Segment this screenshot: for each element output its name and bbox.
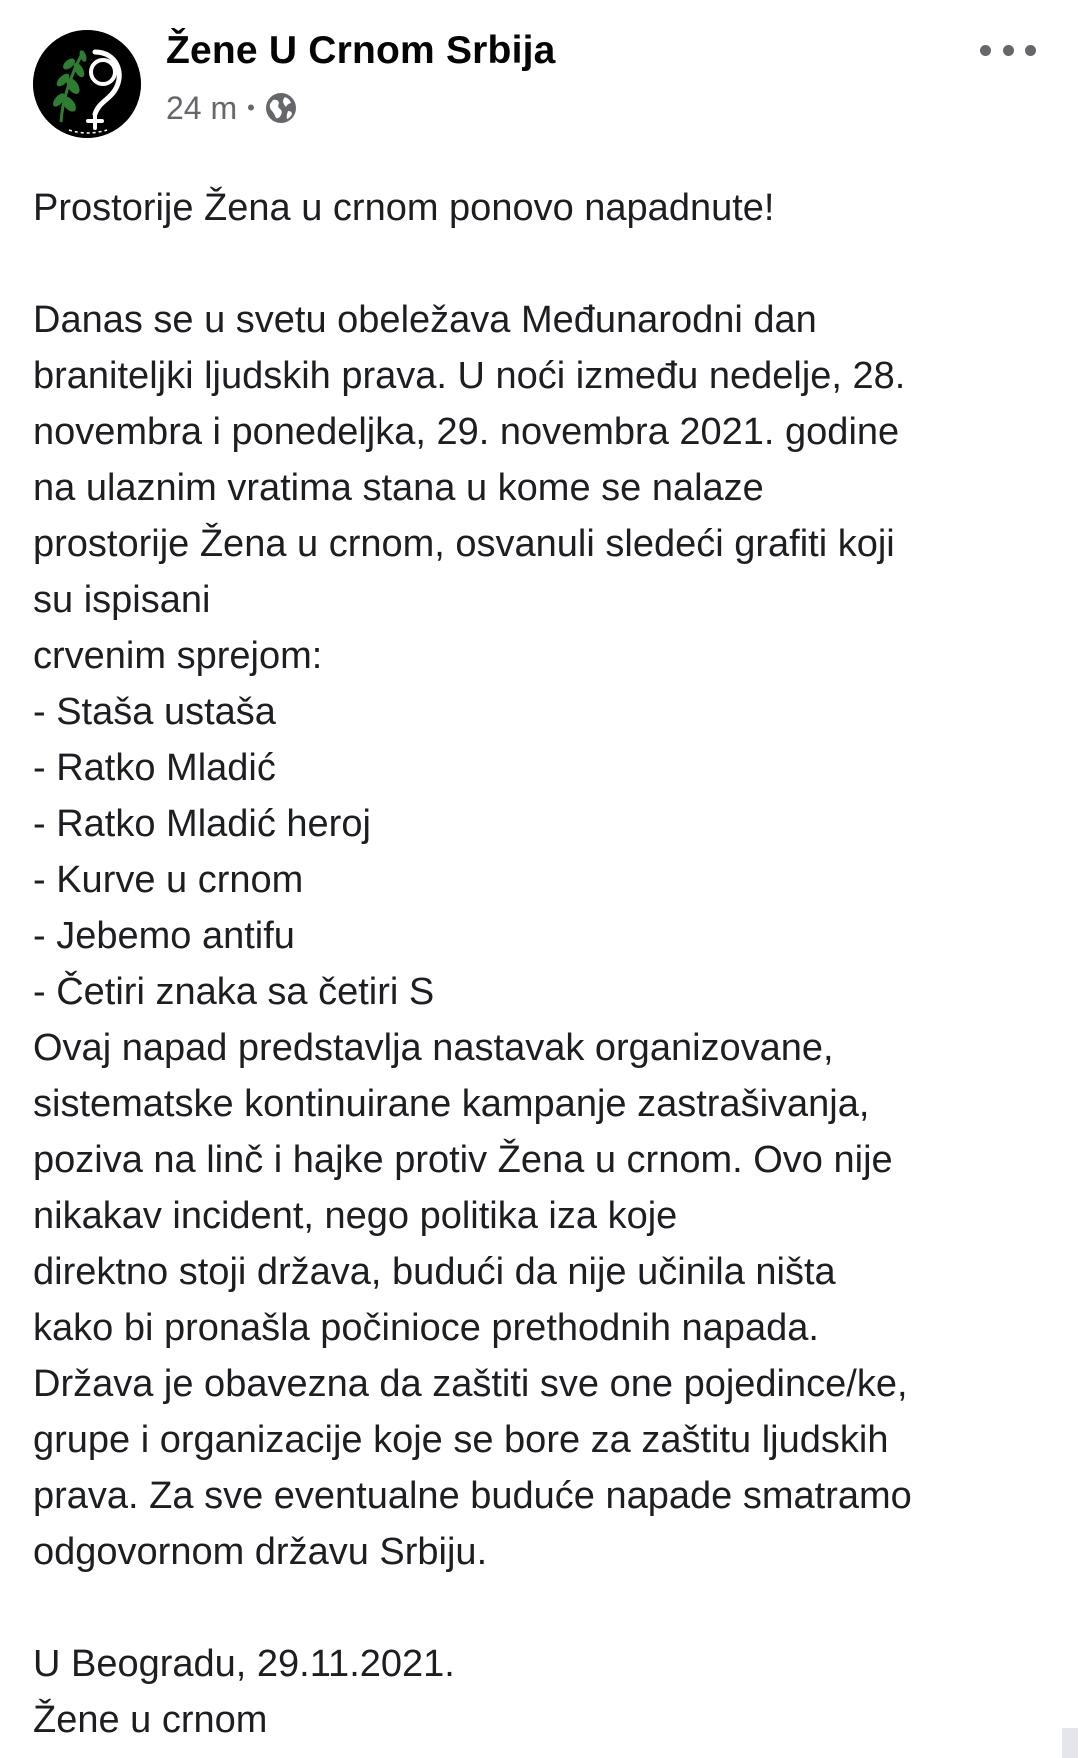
women-in-black-logo-icon (33, 30, 141, 138)
more-dot (1025, 45, 1036, 56)
intro-line: su ispisani (33, 579, 211, 621)
place-date: U Beogradu, 29.11.2021. (33, 1643, 455, 1685)
intro-line: novembra i ponedeljka, 29. novembra 2021. godine (33, 411, 900, 453)
post-title: Prostorije Žena u crnom ponovo napadnute! (33, 187, 775, 229)
scrollbar-thumb[interactable] (1062, 1728, 1078, 1758)
statement-line: Država je obavezna da zaštiti sve one pojedince/ke, (33, 1363, 908, 1405)
post-header (0, 0, 1080, 150)
statement-line: prava. Za sve eventualne buduće napade smatramo (33, 1475, 912, 1517)
globe-icon[interactable] (264, 91, 298, 125)
more-dot (980, 45, 991, 56)
post-meta (166, 86, 298, 130)
intro-line: Danas se u svetu obeležava Međunarodni dan (33, 299, 817, 341)
paragraph-gap (33, 236, 1053, 292)
statement-line: Ovaj napad predstavlja nastavak organizovane, (33, 1027, 834, 1069)
statement-line: direktno stoji država, budući da nije učinila ništa (33, 1251, 836, 1293)
statement-line: poziva na linč i hajke protiv Žena u crnom. Ovo nije (33, 1139, 893, 1181)
page-name-link[interactable]: Žene U Crnom Srbija (166, 29, 556, 72)
statement-line: nikakav incident, nego politika iza koje (33, 1195, 678, 1237)
intro-line: na ulaznim vratima stana u kome se nalaze (33, 467, 764, 509)
statement-line: sistematske kontinuirane kampanje zastrašivanja, (33, 1083, 870, 1125)
graffiti-item: - Ratko Mladić heroj (33, 803, 371, 845)
post-timestamp[interactable]: 24 m (166, 89, 238, 126)
statement-line: kako bi pronašla počinioce prethodnih napada. (33, 1307, 819, 1349)
post-text (33, 180, 1053, 1748)
paragraph-gap (33, 1580, 1053, 1636)
page-avatar[interactable] (33, 30, 141, 138)
graffiti-item: - Jebemo antifu (33, 915, 295, 957)
graffiti-item: - Četiri znaka sa četiri S (33, 971, 435, 1013)
more-options-icon[interactable] (980, 32, 1036, 68)
signature: Žene u crnom (33, 1699, 268, 1741)
graffiti-item: - Staša ustaša (33, 691, 276, 733)
graffiti-item: - Kurve u crnom (33, 859, 304, 901)
intro-line: crvenim sprejom: (33, 635, 323, 677)
more-dot (1003, 45, 1014, 56)
graffiti-item: - Ratko Mladić (33, 747, 276, 789)
statement-line: odgovornom državu Srbiju. (33, 1531, 488, 1573)
intro-line: braniteljki ljudskih prava. U noći između nedelje, 28. (33, 355, 906, 397)
statement-line: grupe i organizacije koje se bore za zaštitu ljudskih (33, 1419, 889, 1461)
intro-line: prostorije Žena u crnom, osvanuli sledeći grafiti koji (33, 523, 895, 565)
meta-separator: • (247, 95, 255, 120)
